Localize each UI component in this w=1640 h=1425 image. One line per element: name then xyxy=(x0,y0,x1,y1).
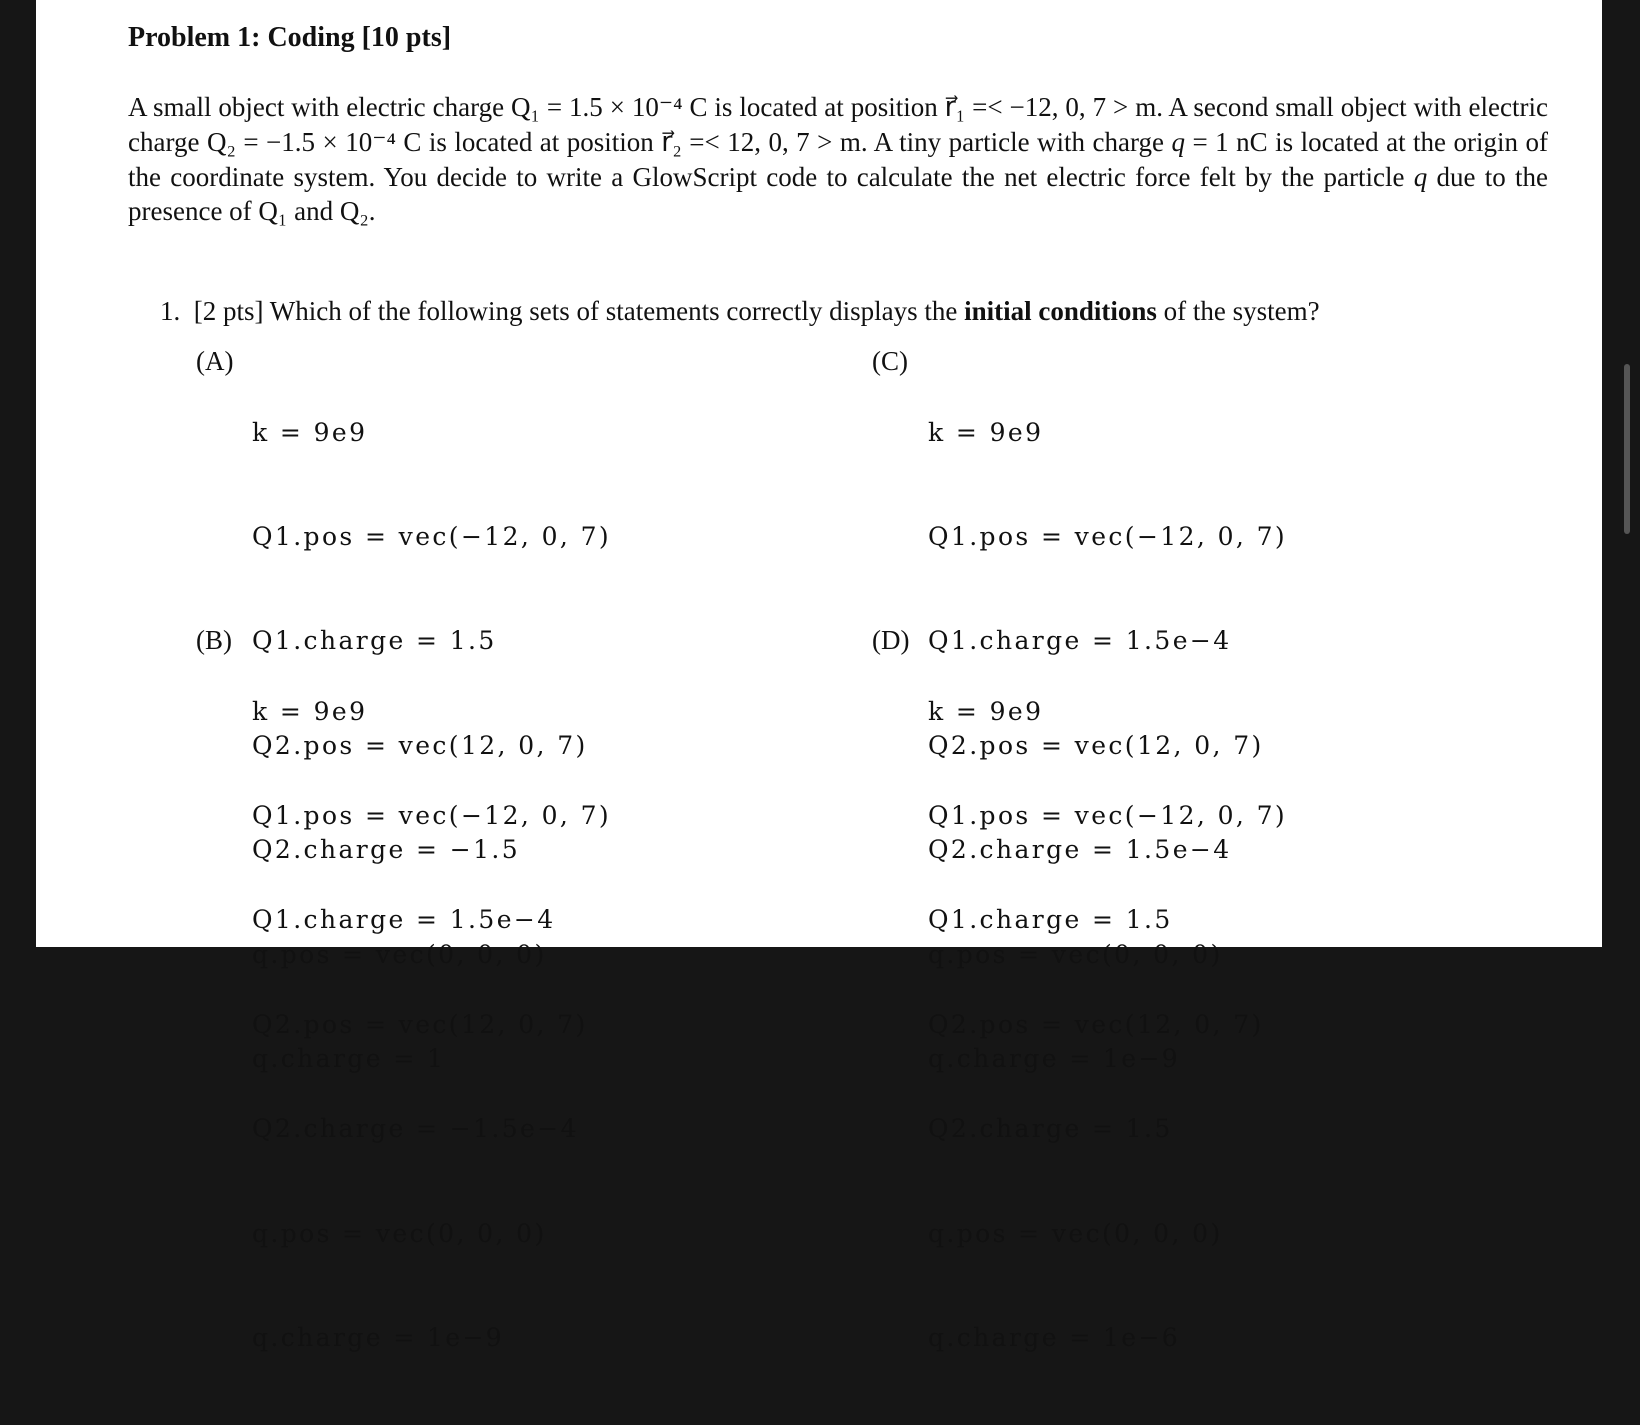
code-line: Q2.pos = vec(12, 0, 7) xyxy=(928,1009,1264,1039)
code-line: q.pos = vec(0, 0, 0) xyxy=(928,1218,1223,1248)
question-points: [2 pts] xyxy=(193,296,264,326)
code-line: q.pos = vec(0, 0, 0) xyxy=(252,939,547,969)
option-d-label: (D) xyxy=(872,625,910,655)
question-1 xyxy=(160,296,1320,327)
scrollbar-thumb[interactable] xyxy=(1624,364,1630,534)
code-line: Q1.pos = vec(−12, 0, 7) xyxy=(252,800,612,830)
code-line: Q1.pos = vec(−12, 0, 7) xyxy=(928,521,1288,551)
option-a-label: (A) xyxy=(196,346,234,376)
code-line: k = 9e9 xyxy=(928,696,1044,726)
code-line: q.charge = 1 xyxy=(252,1043,446,1073)
document-page xyxy=(36,0,1602,1352)
code-line: Q1.pos = vec(−12, 0, 7) xyxy=(928,800,1288,830)
option-b-label: (B) xyxy=(196,625,232,655)
question-text: Which of the following sets of statements correctly displays the xyxy=(269,296,965,326)
code-line: Q1.charge = 1.5 xyxy=(928,905,1173,935)
code-line: Q2.charge = 1.5e−4 xyxy=(928,835,1232,865)
question-number: 1. xyxy=(160,296,181,326)
code-line: k = 9e9 xyxy=(928,417,1044,447)
question-emphasis: initial conditions xyxy=(964,296,1157,326)
code-line: k = 9e9 xyxy=(252,417,368,447)
code-line: Q1.pos = vec(−12, 0, 7) xyxy=(252,521,612,551)
option-c-label: (C) xyxy=(872,346,908,376)
question-text-end: of the system? xyxy=(1156,296,1320,326)
code-line: Q2.charge = −1.5 xyxy=(252,835,521,865)
code-line: Q1.charge = 1.5 xyxy=(252,626,497,656)
code-line: Q2.pos = vec(12, 0, 7) xyxy=(252,730,588,760)
code-line: q.pos = vec(0, 0, 0) xyxy=(928,939,1223,969)
code-line: Q2.pos = vec(12, 0, 7) xyxy=(928,730,1264,760)
statement-part: A small object with electric charge Q₁ = 1.5 × 10⁻⁴ C is located at position r⃗₁ =< −12, 0, 7 > m. A second small object with electric charge Q₂ = −1.5 × 10⁻⁴ C is located at position r⃗₂ =< 12, 0, 7 > m. A tiny particle with charge xyxy=(128,92,1548,157)
code-line: Q2.pos = vec(12, 0, 7) xyxy=(252,1009,588,1039)
option-d-code xyxy=(928,625,1287,1425)
code-line: q.charge = 1e−6 xyxy=(928,1322,1181,1352)
problem-title: Problem 1: Coding [10 pts] xyxy=(128,22,452,53)
statement-part: = 1 nC is located at the origin of the coordinate system. You decide to write a GlowScript code to calculate the net electric force felt by the particle xyxy=(128,126,1548,192)
option-b-code xyxy=(252,625,611,1425)
code-line: q.pos = vec(0, 0, 0) xyxy=(252,1218,547,1248)
code-line: q.charge = 1e−9 xyxy=(252,1322,505,1352)
code-line: Q2.charge = −1.5e−4 xyxy=(252,1114,579,1144)
code-line: q.charge = 1e−9 xyxy=(928,1043,1181,1073)
statement-part: due to the presence of Q₁ and Q₂. xyxy=(128,161,1548,227)
code-line: Q1.charge = 1.5e−4 xyxy=(252,905,556,935)
code-line: k = 9e9 xyxy=(252,696,368,726)
code-line: Q1.charge = 1.5e−4 xyxy=(928,626,1232,656)
code-line: Q2.charge = 1.5 xyxy=(928,1114,1173,1144)
problem-statement xyxy=(128,90,1548,229)
statement-variable-q: q xyxy=(1171,126,1185,157)
statement-variable-q: q xyxy=(1413,161,1428,192)
